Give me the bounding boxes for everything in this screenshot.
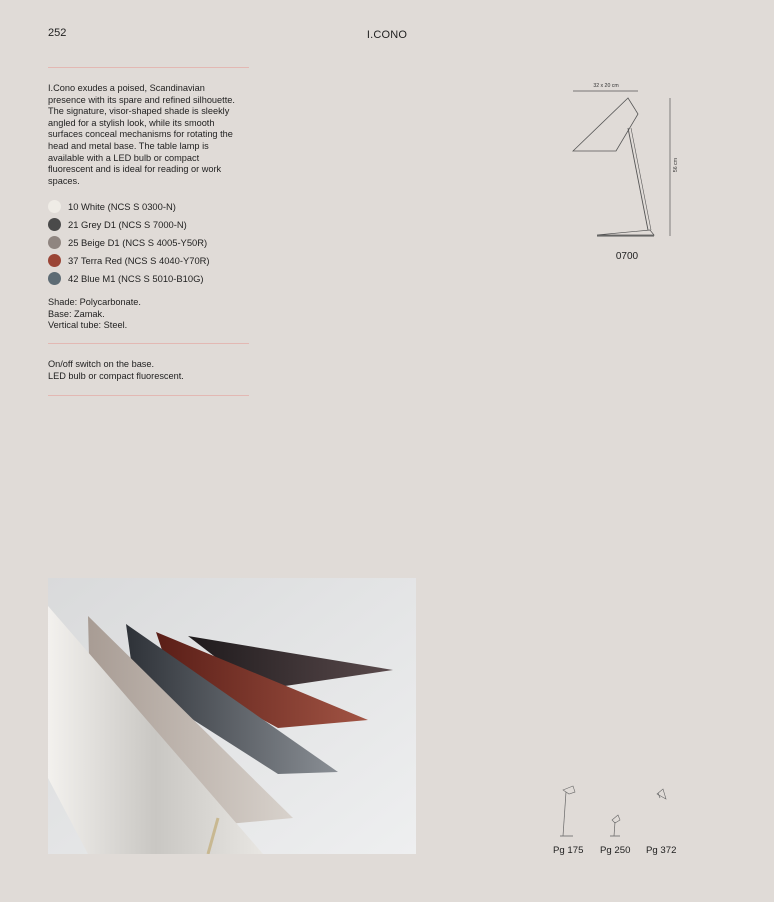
color-option — [48, 269, 210, 287]
color-label: 42 Blue M1 (NCS S 5010-B10G) — [68, 272, 204, 284]
related-page-label: Pg 250 — [600, 845, 631, 856]
color-swatch — [48, 218, 61, 231]
color-label: 21 Grey D1 (NCS S 7000-N) — [68, 219, 187, 231]
color-swatch — [48, 254, 61, 267]
material-shade: Shade: Polycarbonate. — [48, 297, 141, 307]
feature-bulb: LED bulb or compact fluorescent. — [48, 370, 184, 381]
color-label: 25 Beige D1 (NCS S 4005-Y50R) — [68, 236, 208, 248]
color-option — [48, 216, 210, 234]
related-product[interactable] — [646, 780, 676, 856]
features — [48, 359, 184, 382]
product-description: I.Cono exudes a poised, Scandinavian presence with its spare and refined silhouette. The signature, visor-shaped shade is sleekly angled for a stylish look, while its smooth surfaces conceal mechanisms for rotating the head and metal base. The table lamp is available with a LED bulb or compact fluorescent and is ideal for reading or work spaces. — [48, 83, 235, 186]
material-base: Base: Zamak. — [48, 308, 105, 319]
color-option — [48, 198, 210, 216]
color-option — [48, 251, 210, 269]
related-product[interactable] — [600, 780, 630, 856]
color-label: 10 White (NCS S 0300-N) — [68, 201, 176, 213]
height-dimension-label: 56 cm — [673, 157, 679, 173]
feature-switch: On/off switch on the base. — [48, 359, 155, 369]
divider — [48, 67, 249, 68]
color-option — [48, 234, 210, 252]
table-lamp-icon — [600, 780, 630, 840]
color-label: 37 Terra Red (NCS S 4040-Y70R) — [68, 254, 210, 266]
related-page-label: Pg 175 — [553, 845, 584, 856]
product-photo — [48, 578, 416, 854]
color-swatch — [48, 236, 61, 249]
page-number: 252 — [48, 27, 67, 39]
lamp-technical-drawing — [560, 78, 690, 243]
model-code: 0700 — [615, 251, 639, 262]
color-swatch — [48, 200, 61, 213]
floor-lamp-icon — [553, 780, 583, 840]
divider — [48, 343, 249, 344]
material-tube: Vertical tube: Steel. — [48, 320, 128, 331]
color-swatch — [48, 272, 61, 285]
product-title: I.CONO — [366, 29, 408, 41]
related-product[interactable] — [553, 780, 583, 856]
width-dimension-label: 32 x 20 cm — [593, 83, 619, 89]
wall-lamp-icon — [646, 780, 676, 840]
materials — [48, 297, 141, 332]
related-page-label: Pg 372 — [646, 845, 677, 856]
divider — [48, 395, 249, 396]
color-swatch-list — [48, 198, 210, 287]
